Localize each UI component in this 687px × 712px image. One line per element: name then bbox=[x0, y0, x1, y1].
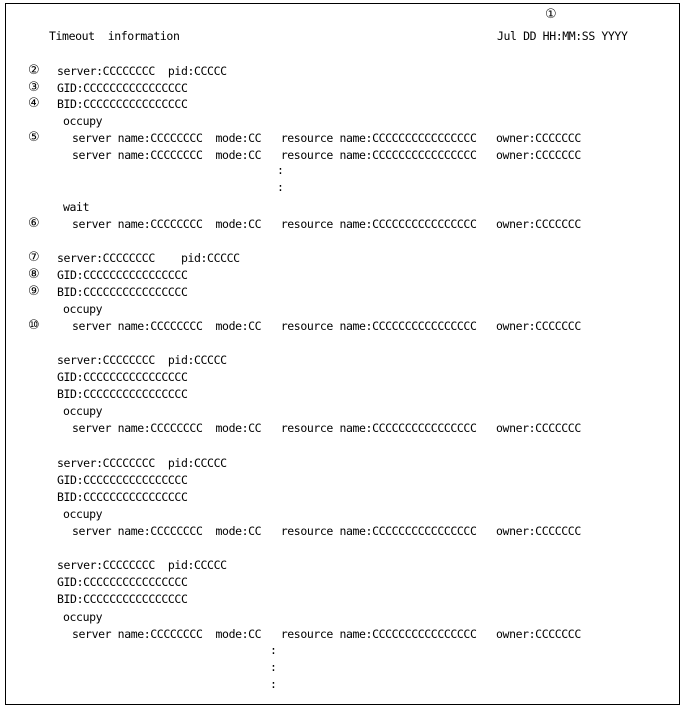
occupy-label: occupy bbox=[63, 610, 103, 624]
occupy-label: occupy bbox=[63, 114, 103, 128]
gid-line: GID:CCCCCCCCCCCCCCCC bbox=[57, 268, 188, 282]
gid-line: GID:CCCCCCCCCCCCCCCC bbox=[57, 81, 188, 95]
marker-7: ⑦ bbox=[28, 250, 40, 265]
ellipsis: : bbox=[270, 677, 277, 691]
occupy-label: occupy bbox=[63, 404, 103, 418]
bid-line: BID:CCCCCCCCCCCCCCCC bbox=[57, 97, 188, 111]
wait-label: wait bbox=[63, 200, 90, 214]
bid-line: BID:CCCCCCCCCCCCCCCC bbox=[57, 285, 188, 299]
bid-line: BID:CCCCCCCCCCCCCCCC bbox=[57, 592, 188, 606]
marker-4: ④ bbox=[28, 96, 40, 111]
page-title: Timeout information bbox=[49, 29, 180, 43]
wait-entry: server name:CCCCCCCC mode:CC resource name:CCCCCCCCCCCCCCCC owner:CCCCCCC bbox=[72, 217, 581, 231]
gid-line: GID:CCCCCCCCCCCCCCCC bbox=[57, 575, 188, 589]
marker-1: ① bbox=[545, 7, 557, 22]
marker-5: ⑤ bbox=[28, 130, 40, 145]
server-line: server:CCCCCCCC pid:CCCCC bbox=[57, 558, 227, 572]
occupy-entry: server name:CCCCCCCC mode:CC resource name:CCCCCCCCCCCCCCCC owner:CCCCCCC bbox=[72, 627, 581, 641]
occupy-entry: server name:CCCCCCCC mode:CC resource name:CCCCCCCCCCCCCCCC owner:CCCCCCC bbox=[72, 148, 581, 162]
marker-9: ⑨ bbox=[28, 284, 40, 299]
ellipsis: : bbox=[270, 660, 277, 674]
timestamp: Jul DD HH:MM:SS YYYY bbox=[497, 29, 628, 43]
occupy-label: occupy bbox=[63, 507, 103, 521]
occupy-entry: server name:CCCCCCCC mode:CC resource name:CCCCCCCCCCCCCCCC owner:CCCCCCC bbox=[72, 131, 581, 145]
gid-line: GID:CCCCCCCCCCCCCCCC bbox=[57, 473, 188, 487]
bid-line: BID:CCCCCCCCCCCCCCCC bbox=[57, 490, 188, 504]
marker-2: ② bbox=[28, 63, 40, 78]
server-line: server:CCCCCCCC pid:CCCCC bbox=[57, 456, 227, 470]
occupy-entry: server name:CCCCCCCC mode:CC resource name:CCCCCCCCCCCCCCCC owner:CCCCCCC bbox=[72, 319, 581, 333]
server-line: server:CCCCCCCC pid:CCCCC bbox=[57, 64, 227, 78]
marker-6: ⑥ bbox=[28, 216, 40, 231]
occupy-entry: server name:CCCCCCCC mode:CC resource name:CCCCCCCCCCCCCCCC owner:CCCCCCC bbox=[72, 421, 581, 435]
marker-3: ③ bbox=[28, 80, 40, 95]
ellipsis: : bbox=[277, 180, 284, 194]
ellipsis: : bbox=[270, 643, 277, 657]
server-line: server:CCCCCCCC pid:CCCCC bbox=[57, 251, 240, 265]
marker-10: ⑩ bbox=[28, 318, 40, 333]
occupy-label: occupy bbox=[63, 302, 103, 316]
marker-8: ⑧ bbox=[28, 267, 40, 282]
gid-line: GID:CCCCCCCCCCCCCCCC bbox=[57, 370, 188, 384]
server-line: server:CCCCCCCC pid:CCCCC bbox=[57, 353, 227, 367]
ellipsis: : bbox=[277, 163, 284, 177]
occupy-entry: server name:CCCCCCCC mode:CC resource name:CCCCCCCCCCCCCCCC owner:CCCCCCC bbox=[72, 524, 581, 538]
bid-line: BID:CCCCCCCCCCCCCCCC bbox=[57, 387, 188, 401]
